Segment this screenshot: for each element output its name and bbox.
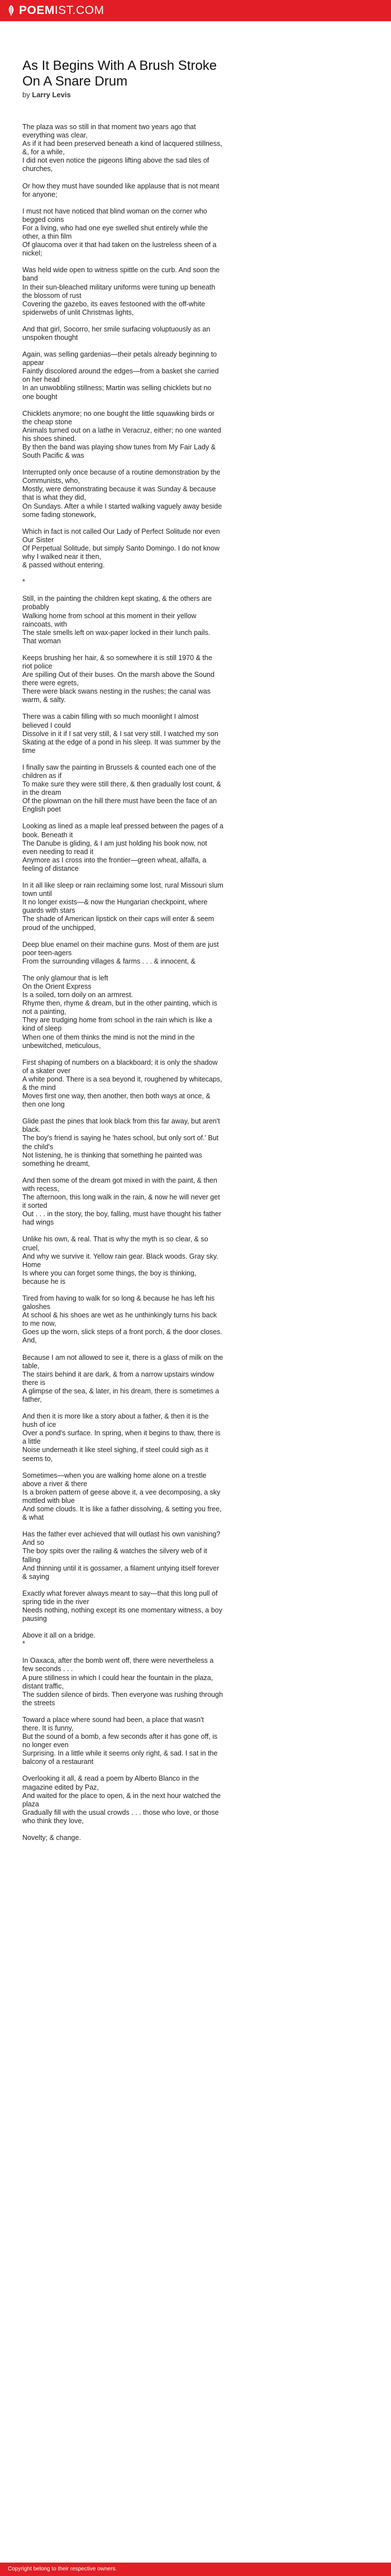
poem-stanza <box>22 713 223 755</box>
poem-line: Over a pond's surface. In spring, when it begins to thaw, there is a little <box>22 1429 221 1446</box>
poem-line: Of the plowman on the hill there must have been the face of an English poet <box>22 797 217 814</box>
author-link[interactable]: Larry Levis <box>32 91 71 99</box>
poem-line: In Oaxaca, after the bomb went off, there were nevertheless a few seconds . . . <box>22 1657 214 1673</box>
poem-line: Faintly discolored around the edges—from a basket she carried on her head <box>22 367 219 384</box>
poem-line: Looking as lined as a maple leaf pressed between the pages of a book. Beneath it <box>22 822 223 839</box>
poem-line: From the surrounding villages & farms . . . & innocent, & <box>22 957 196 965</box>
header-bar <box>0 0 391 21</box>
poem-line: And that girl, Socorro, her smile surfacing voluptuously as an unspoken thought <box>22 325 211 341</box>
poem-stanza <box>22 528 223 570</box>
poem-stanza <box>22 763 223 814</box>
poem-line: A glimpse of the sea, & later, in his dream, there is sometimes a father, <box>22 1387 220 1403</box>
poem-line: The stairs behind it are dark, & from a narrow upstairs window there is <box>22 1370 214 1387</box>
poem-line: Moves first one way, then another, then both ways at once, & then one long <box>22 1092 211 1109</box>
poem-line: Gradually fill with the usual crowds . . . those who love, or those who think they love, <box>22 1808 219 1825</box>
poem-stanza <box>22 654 223 705</box>
poem-line: Toward a place where sound had been, a place that wasn't there. It is funny, <box>22 1715 204 1732</box>
poem-line: Has the father ever achieved that will outlast his own vanishing? And so <box>22 1530 221 1547</box>
site-logo[interactable] <box>7 3 104 18</box>
poem-stanza <box>22 1775 223 1825</box>
poem-stanza <box>22 1472 223 1522</box>
poem-line: The only glamour that is left <box>22 974 108 982</box>
poem-line: Still, in the painting the children kept skating, & the others are probably <box>22 595 212 611</box>
poem-line: I finally saw the painting in Brussels & counted each one of the children as if <box>22 763 216 780</box>
poem-stanza <box>22 182 223 199</box>
poem-line: The sudden silence of birds. Then everyone was rushing through the streets <box>22 1690 223 1707</box>
poem-line: When one of them thinks the mind is not the mind in the unbewitched, meticulous, <box>22 1033 195 1050</box>
poem-line: On Sundays. After a while I started walking vaguely away beside some fading stonework, <box>22 502 222 519</box>
poem-line: In an unwobbling stillness; Martin was selling chicklets but no one bought <box>22 384 212 401</box>
poem-stanza <box>22 1412 223 1463</box>
poem-stanza <box>22 822 223 873</box>
poem-stanza <box>22 1530 223 1581</box>
poem-stanza <box>22 266 223 317</box>
poem-line: On the Orient Express <box>22 982 92 990</box>
poem-line: Walking home from school at this moment in their yellow raincoats, with <box>22 611 197 628</box>
poem-line: And some clouds. It is like a father dissolving, & setting you free, & what <box>22 1505 222 1522</box>
poem-line: Dissolve in it if I sat very still, & I sat very still. I watched my son <box>22 729 218 738</box>
poem-line: Not listening, he is thinking that something he painted was something he dreamt, <box>22 1151 202 1168</box>
poem-line: The shade of American lipstick on their caps will enter & seem proud of the unchipped, <box>22 915 214 932</box>
poem-line: Animals turned out on a lathe in Veracruz, either; no one wanted his shoes shined. <box>22 426 221 443</box>
poem-line: The Danube is gliding, & I am just holding his book now, not even needing to read it <box>22 839 207 856</box>
poem-stanza <box>22 1117 223 1168</box>
poem-line: Which in fact is not called Our Lady of Perfect Solitude nor even Our Sister <box>22 527 220 544</box>
poem-line: Skating at the edge of a pond in his sleep. It was summer by the time <box>22 738 221 755</box>
poem-line: Again, was selling gardenias—their petals already beginning to appear <box>22 350 217 367</box>
poem-line: * <box>22 1640 25 1648</box>
poem-stanza <box>22 1176 223 1227</box>
poem-line: It no longer exists—& now the Hungarian checkpoint, where guards with stars <box>22 898 208 915</box>
poem-line: First shaping of numbers on a blackboard; it is only the shadow of a skater over <box>22 1058 218 1075</box>
poem-stanza <box>22 595 223 646</box>
poem-line: Of glaucoma over it that had taken on the lustreless sheen of a nickel; <box>22 241 217 258</box>
poem-line: In their sun-bleached military uniforms were tuning up beneath the blossom of rust <box>22 283 216 300</box>
poem-stanza <box>22 881 223 932</box>
poem-line: I did not even notice the pigeons lifting above the sad tiles of churches, <box>22 156 209 173</box>
poem-stanza <box>22 468 223 519</box>
poem-line: A white pond. There is a sea beyond it, roughened by whitecaps, & the mind <box>22 1075 222 1092</box>
poem-stanza <box>22 123 223 174</box>
poem-line: A pure stillness in which I could hear the fountain in the plaza, distant traffic, <box>22 1673 213 1690</box>
poem-stanza <box>22 1834 223 1842</box>
poem-stanza <box>22 410 223 461</box>
poem-line: Sometimes—when you are walking home alone on a trestle above a river & there <box>22 1471 207 1488</box>
poem-stanza <box>22 1590 223 1623</box>
poem-line: To make sure they were still there, & then gradually lost count, & in the dream <box>22 780 221 797</box>
poem-line: Overlooking it all, & read a poem by Alberto Blanco in the magazine edited by Paz, <box>22 1775 199 1791</box>
poem-line: Interrupted only once because of a routine demonstration by the Communists, who, <box>22 468 221 485</box>
poem-stanza <box>22 325 223 342</box>
poem-line: Is where you can forget some things, the boy is thinking, because he is <box>22 1269 197 1285</box>
poem-stanza <box>22 941 223 966</box>
poem-stanza <box>22 207 223 258</box>
poem-line: In it all like sleep or rain reclaiming some lost, rural Missouri slum town until <box>22 881 223 898</box>
poem-line: And then some of the dream got mixed in with the paint, & then with recess, <box>22 1176 217 1193</box>
poem-line: Out . . . in the story, the boy, falling, must have thought his father had wings <box>22 1210 221 1227</box>
poem-line: Above it all on a bridge. <box>22 1631 96 1640</box>
poem-line: Exactly what forever always meant to say—that this long pull of spring tide in the river <box>22 1589 218 1606</box>
quill-icon <box>7 4 16 17</box>
poem-line: The afternoon, this long walk in the rain, & now he will never get it sorted <box>22 1193 220 1210</box>
poem-line: The stale smells left on wax-paper locked in their lunch pails. That woman <box>22 628 211 645</box>
poem-line: Are spilling Out of their buses. On the marsh above the Sound there were egrets, <box>22 671 214 687</box>
poem-line: There was a cabin filling with so much moonlight I almost believed I could <box>22 713 199 729</box>
poem-line: Rhyme then, rhyme & dream, but in the other painting, which is not a painting, <box>22 999 217 1016</box>
poem-line: There were black swans nesting in the rushes; the canal was warm, & salty. <box>22 687 211 704</box>
poem-line: Novelty; & change. <box>22 1834 81 1842</box>
poem-line: By then the band was playing show tunes from My Fair Lady & South Pacific & was <box>22 443 216 460</box>
poem-line: Of Perpetual Solitude, but simply Santo Domingo. I do not know why I walked near it then, <box>22 544 220 561</box>
poem-line: & passed without entering. <box>22 561 105 570</box>
poem-line: Is a broken pattern of geese above it, a vee decomposing, a sky mottled with blue <box>22 1488 221 1505</box>
poem-line: I must not have noticed that blind woman on the corner who begged coins <box>22 207 207 224</box>
poem-line: Glide past the pines that look black from this far away, but aren't black. <box>22 1117 220 1134</box>
poem-line: But the sound of a bomb, a few seconds after it has gone off, is no longer even <box>22 1733 218 1749</box>
poem-line: Is a soiled, torn doily on an armrest. <box>22 991 133 999</box>
poem-line: Chicklets anymore; no one bought the little squawking birds or the cheap stone <box>22 409 214 426</box>
poem-line: As if it had been preserved beneath a kind of lacquered stillness, &, for a while, <box>22 140 222 156</box>
poem-line: Goes up the worn, slick steps of a front porch, & the door closes. And, <box>22 1328 222 1345</box>
poem-line: The plaza was so still in that moment two years ago that everything was clear, <box>22 123 196 140</box>
poem-line: Keeps brushing her hair, & so somewhere it is still 1970 & the riot police <box>22 653 212 670</box>
poem-line: Covering the gazebo, its eaves festooned with the off-white spiderwebs of unlit Christmas lights, <box>22 300 206 316</box>
poem-line: For a living, who had one eye swelled shut entirely while the other, a thin film <box>22 224 208 241</box>
poem-line: Unlike his own, & real. That is why the myth is so clear, & so cruel, <box>22 1235 208 1252</box>
poem-line: The boy spits over the railing & watches the silvery web of it falling <box>22 1547 207 1564</box>
copyright-notice: Copyright belong to their respective owners. <box>8 2566 117 2572</box>
poem-container <box>22 58 223 1851</box>
poem-line: They are trudging home from school in the rain which is like a kind of sleep <box>22 1016 212 1033</box>
poem-stanza <box>22 578 223 586</box>
poem-line: Needs nothing, nothing except its one momentary witness, a boy pausing <box>22 1606 222 1623</box>
poem-line: * <box>22 578 25 586</box>
poem-line: Was held wide open to witness spittle on the curb. And soon the band <box>22 266 220 283</box>
poem-title: As It Begins With A Brush Stroke On A Snare Drum <box>22 58 217 89</box>
poem-line: The boy's friend is saying he 'hates school, but only sort of.' But the child's <box>22 1134 219 1151</box>
poem-line: Surprising. In a little while it seems only right, & sad. I sat in the balcony of a restaurant <box>22 1749 218 1766</box>
poem-line: Anymore as I cross into the frontier—green wheat, alfalfa, a feeling of distance <box>22 856 207 872</box>
poem-line: Noise underneath it like steel sighing, if steel could sigh as it seems to, <box>22 1446 208 1463</box>
poem-body <box>22 123 223 1842</box>
poem-stanza <box>22 1716 223 1767</box>
poem-stanza <box>22 1294 223 1345</box>
poem-stanza <box>22 1631 223 1648</box>
byline-prefix: by <box>22 91 30 99</box>
poem-line: And thinning until it is gossamer, a filament untying itself forever & saying <box>22 1564 220 1581</box>
poem-line: And why we survive it. Yellow rain gear. Black woods. Gray sky. Home <box>22 1252 218 1269</box>
poem-stanza <box>22 350 223 401</box>
poem-stanza <box>22 1059 223 1109</box>
logo-text: POEMIST.COM <box>19 4 104 17</box>
poem-stanza <box>22 1657 223 1707</box>
poem-stanza <box>22 1235 223 1286</box>
poem-stanza <box>22 974 223 1050</box>
poem-line: Because I am not allowed to see it, there is a glass of milk on the table, <box>22 1353 223 1370</box>
poem-line: At school & his shoes are wet as he unthinkingly turns his back to me now, <box>22 1311 217 1328</box>
poem-line: Mostly, were demonstrating because it was Sunday & because that is what they did, <box>22 485 216 502</box>
poem-line: Or how they must have sounded like applause that is not meant for anyone; <box>22 182 220 198</box>
poem-line: And waited for the place to open, & in the next hour watched the plaza <box>22 1791 221 1808</box>
byline <box>22 91 223 99</box>
poem-line: Tired from having to walk for so long & because he has left his galoshes <box>22 1294 215 1311</box>
poem-line: Deep blue enamel on their machine guns. Most of them are just poor teen-agers <box>22 940 219 957</box>
footer-bar <box>0 2563 391 2576</box>
poem-stanza <box>22 1354 223 1405</box>
poem-line: And then it is more like a story about a father, & then it is the hush of ice <box>22 1412 209 1429</box>
